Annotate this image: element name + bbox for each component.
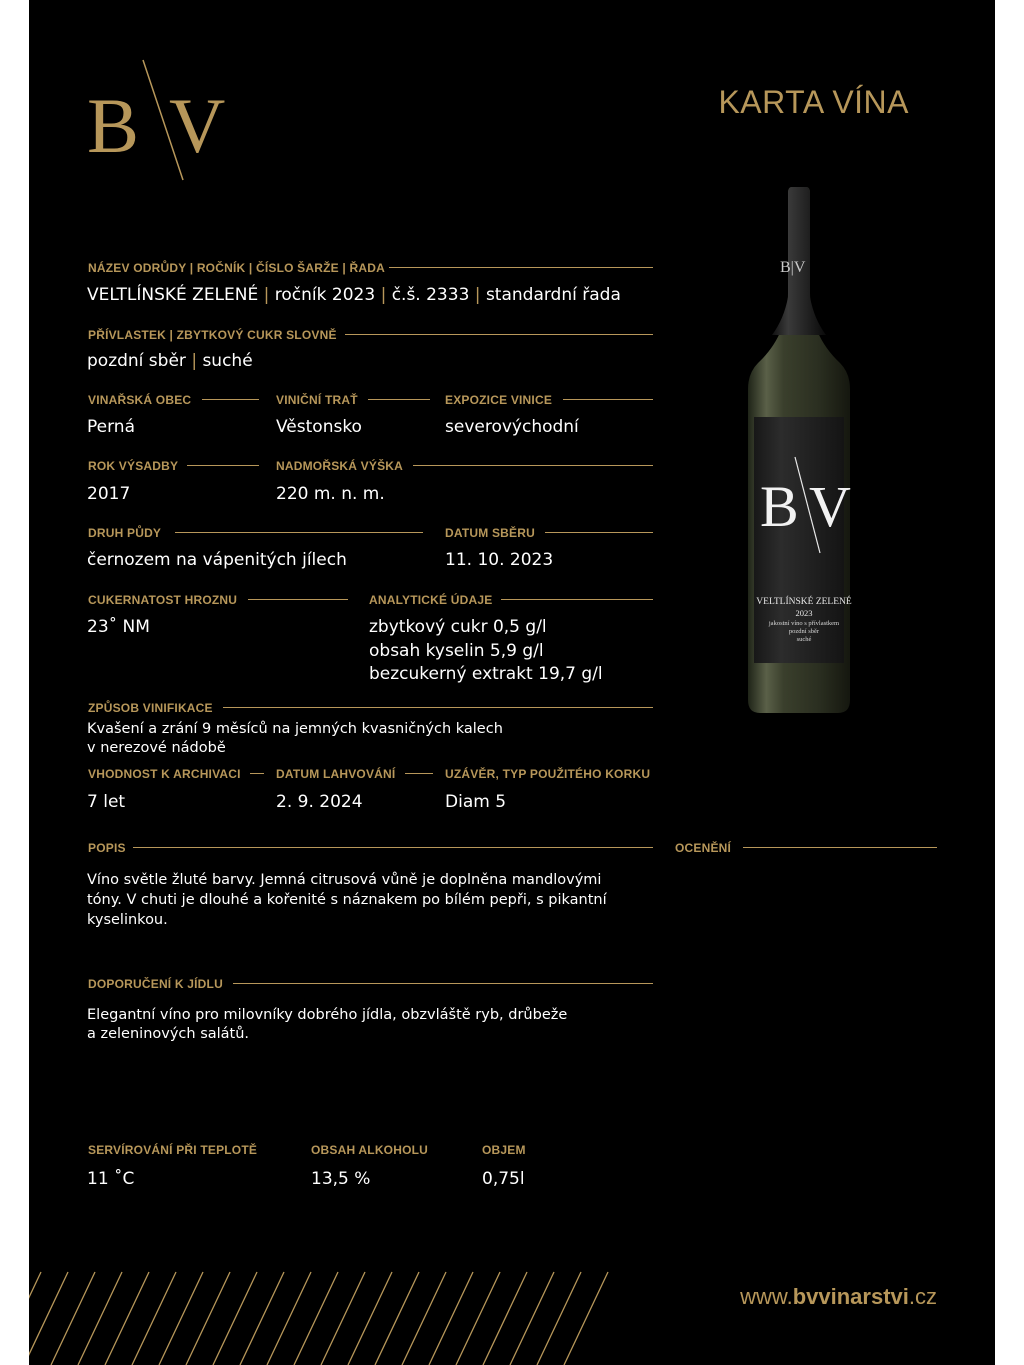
divider xyxy=(501,599,653,600)
divider xyxy=(175,532,423,533)
sugar-content-label: CUKERNATOST HROZNU xyxy=(88,593,238,607)
website-url[interactable] xyxy=(740,1284,937,1310)
vinification-line: v nerezové nádobě xyxy=(87,740,226,756)
altitude-label: NADMOŘSKÁ VÝŠKA xyxy=(276,459,404,473)
stripe-line xyxy=(564,1272,608,1365)
volume-value: 0,75l xyxy=(482,1169,525,1189)
analytics-line: obsah kyselin 5,9 g/l xyxy=(369,641,544,661)
stripe-line xyxy=(240,1272,284,1365)
bottling-date-label: DATUM LAHVOVÁNÍ xyxy=(276,767,396,781)
divider xyxy=(413,465,653,466)
stripe-line xyxy=(483,1272,527,1365)
stripe-line xyxy=(510,1272,554,1365)
serving-temp-value: 11 ˚C xyxy=(87,1169,135,1189)
vineyard-label: VINIČNÍ TRAŤ xyxy=(276,393,358,407)
description-line: Víno světle žluté barvy. Jemná citrusová vůně je doplněna mandlovými xyxy=(87,872,602,888)
alcohol-label: OBSAH ALKOHOLU xyxy=(311,1143,429,1157)
variety: VELTLÍNSKÉ ZELENÉ xyxy=(87,285,259,305)
series: standardní řada xyxy=(485,285,621,305)
residual-sugar-word: suché xyxy=(202,351,253,371)
stripe-line xyxy=(294,1272,338,1365)
stripe-line xyxy=(456,1272,500,1365)
page-title: KARTA VÍNA xyxy=(718,84,909,120)
exposure-label: EXPOZICE VINICE xyxy=(445,393,553,407)
divider xyxy=(187,465,259,466)
separator: | xyxy=(191,351,198,371)
stripe-line xyxy=(321,1272,365,1365)
soil-value: černozem na vápenitých jílech xyxy=(87,550,347,570)
divider xyxy=(133,847,653,848)
stripe-line xyxy=(537,1272,581,1365)
village-label: VINAŘSKÁ OBEC xyxy=(88,393,192,407)
awards-label: OCENĚNÍ xyxy=(675,841,732,855)
vineyard-value: Věstonsko xyxy=(276,417,362,437)
bottle-variety: VELTLÍNSKÉ ZELENÉ xyxy=(756,597,852,607)
harvest-date-value: 11. 10. 2023 xyxy=(445,550,554,570)
predicate: pozdní sběr xyxy=(87,351,186,371)
stripe-line xyxy=(267,1272,311,1365)
exposure-value: severovýchodní xyxy=(445,417,579,437)
divider xyxy=(223,707,653,708)
divider xyxy=(345,334,653,335)
name-label: NÁZEV ODRŮDY | ROČNÍK | ČÍSLO ŠARŽE | ŘADA xyxy=(88,261,385,275)
description-line: tóny. V chuti je dlouhé a kořenité s náznakem po bílém pepři, s pikantní xyxy=(87,892,607,908)
divider xyxy=(743,847,937,848)
archiving-label: VHODNOST K ARCHIVACI xyxy=(88,767,241,781)
url-suffix: .cz xyxy=(908,1284,937,1309)
description-line: kyselinkou. xyxy=(87,912,168,928)
harvest-date-label: DATUM SBĚRU xyxy=(445,526,535,540)
stripe-line xyxy=(429,1272,473,1365)
closure-label: UZÁVĚR, TYP POUŽITÉHO KORKU xyxy=(445,767,651,781)
village-value: Perná xyxy=(87,417,135,437)
predicate-value xyxy=(87,351,253,371)
divider xyxy=(368,399,430,400)
stripe-line xyxy=(348,1272,392,1365)
url-prefix: www. xyxy=(740,1284,793,1309)
bottle-quality: jakostní víno s přívlastkem xyxy=(768,620,840,627)
food-pairing-line: a zeleninových salátů. xyxy=(87,1026,250,1042)
bottle-logo-b: B xyxy=(760,474,799,539)
divider xyxy=(563,399,653,400)
serving-temp-label: SERVÍROVÁNÍ PŘI TEPLOTĚ xyxy=(88,1143,258,1157)
bottle-predicate: pozdní sběr xyxy=(788,628,820,635)
url-brand: bvvinarstvi xyxy=(792,1284,909,1309)
stripe-line xyxy=(375,1272,419,1365)
stripe-line xyxy=(402,1272,446,1365)
stripe-line xyxy=(132,1272,176,1365)
stripe-line xyxy=(78,1272,122,1365)
volume-label: OBJEM xyxy=(482,1143,526,1157)
closure-value: Diam 5 xyxy=(445,792,507,812)
soil-label: DRUH PŮDY xyxy=(88,526,162,540)
batch-number: č.š. 2333 xyxy=(391,285,470,305)
bottle-year: 2023 xyxy=(795,608,813,618)
divider xyxy=(202,399,259,400)
stripe-line xyxy=(186,1272,230,1365)
divider xyxy=(250,773,264,774)
vinification-line: Kvašení a zrání 9 měsíců na jemných kvasničných kalech xyxy=(87,721,503,737)
stripe-line xyxy=(51,1272,95,1365)
description-label: POPIS xyxy=(88,841,126,855)
divider xyxy=(545,532,653,533)
stripe-line xyxy=(105,1272,149,1365)
analytics-line: bezcukerný extrakt 19,7 g/l xyxy=(369,664,603,684)
separator: | xyxy=(380,285,387,305)
logo-letter-v: V xyxy=(169,82,226,169)
divider xyxy=(233,983,653,984)
analytics-line: zbytkový cukr 0,5 g/l xyxy=(369,617,547,637)
divider xyxy=(389,267,653,268)
food-pairing-line: Elegantní víno pro milovníky dobrého jídla, obzvláště ryb, drůbeže xyxy=(87,1007,568,1023)
bottle-neck-logo: B|V xyxy=(780,259,806,276)
stripe-pattern-decoration xyxy=(29,1270,649,1365)
bottle-sugar: suché xyxy=(796,636,812,643)
separator: | xyxy=(474,285,481,305)
predicate-label: PŘÍVLASTEK | ZBYTKOVÝ CUKR SLOVNĚ xyxy=(88,328,337,342)
vinification-label: ZPŮSOB VINIFIKACE xyxy=(88,701,213,715)
name-value xyxy=(87,285,621,305)
divider xyxy=(405,773,433,774)
bottle-logo-v: V xyxy=(809,474,851,539)
logo-letter-b: B xyxy=(87,82,140,169)
vintage: ročník 2023 xyxy=(274,285,376,305)
alcohol-value: 13,5 % xyxy=(311,1169,371,1189)
planting-year-value: 2017 xyxy=(87,484,131,504)
divider xyxy=(248,599,348,600)
analytics-label: ANALYTICKÉ ÚDAJE xyxy=(369,593,493,607)
archiving-value: 7 let xyxy=(87,792,126,812)
bottling-date-value: 2. 9. 2024 xyxy=(276,792,363,812)
stripe-line xyxy=(213,1272,257,1365)
separator: | xyxy=(263,285,270,305)
sugar-content-value: 23˚ NM xyxy=(87,617,150,637)
food-pairing-label: DOPORUČENÍ K JÍDLU xyxy=(88,977,223,991)
stripe-line xyxy=(159,1272,203,1365)
wine-card xyxy=(29,0,995,1365)
altitude-value: 220 m. n. m. xyxy=(276,484,385,504)
planting-year-label: ROK VÝSADBY xyxy=(88,459,179,473)
